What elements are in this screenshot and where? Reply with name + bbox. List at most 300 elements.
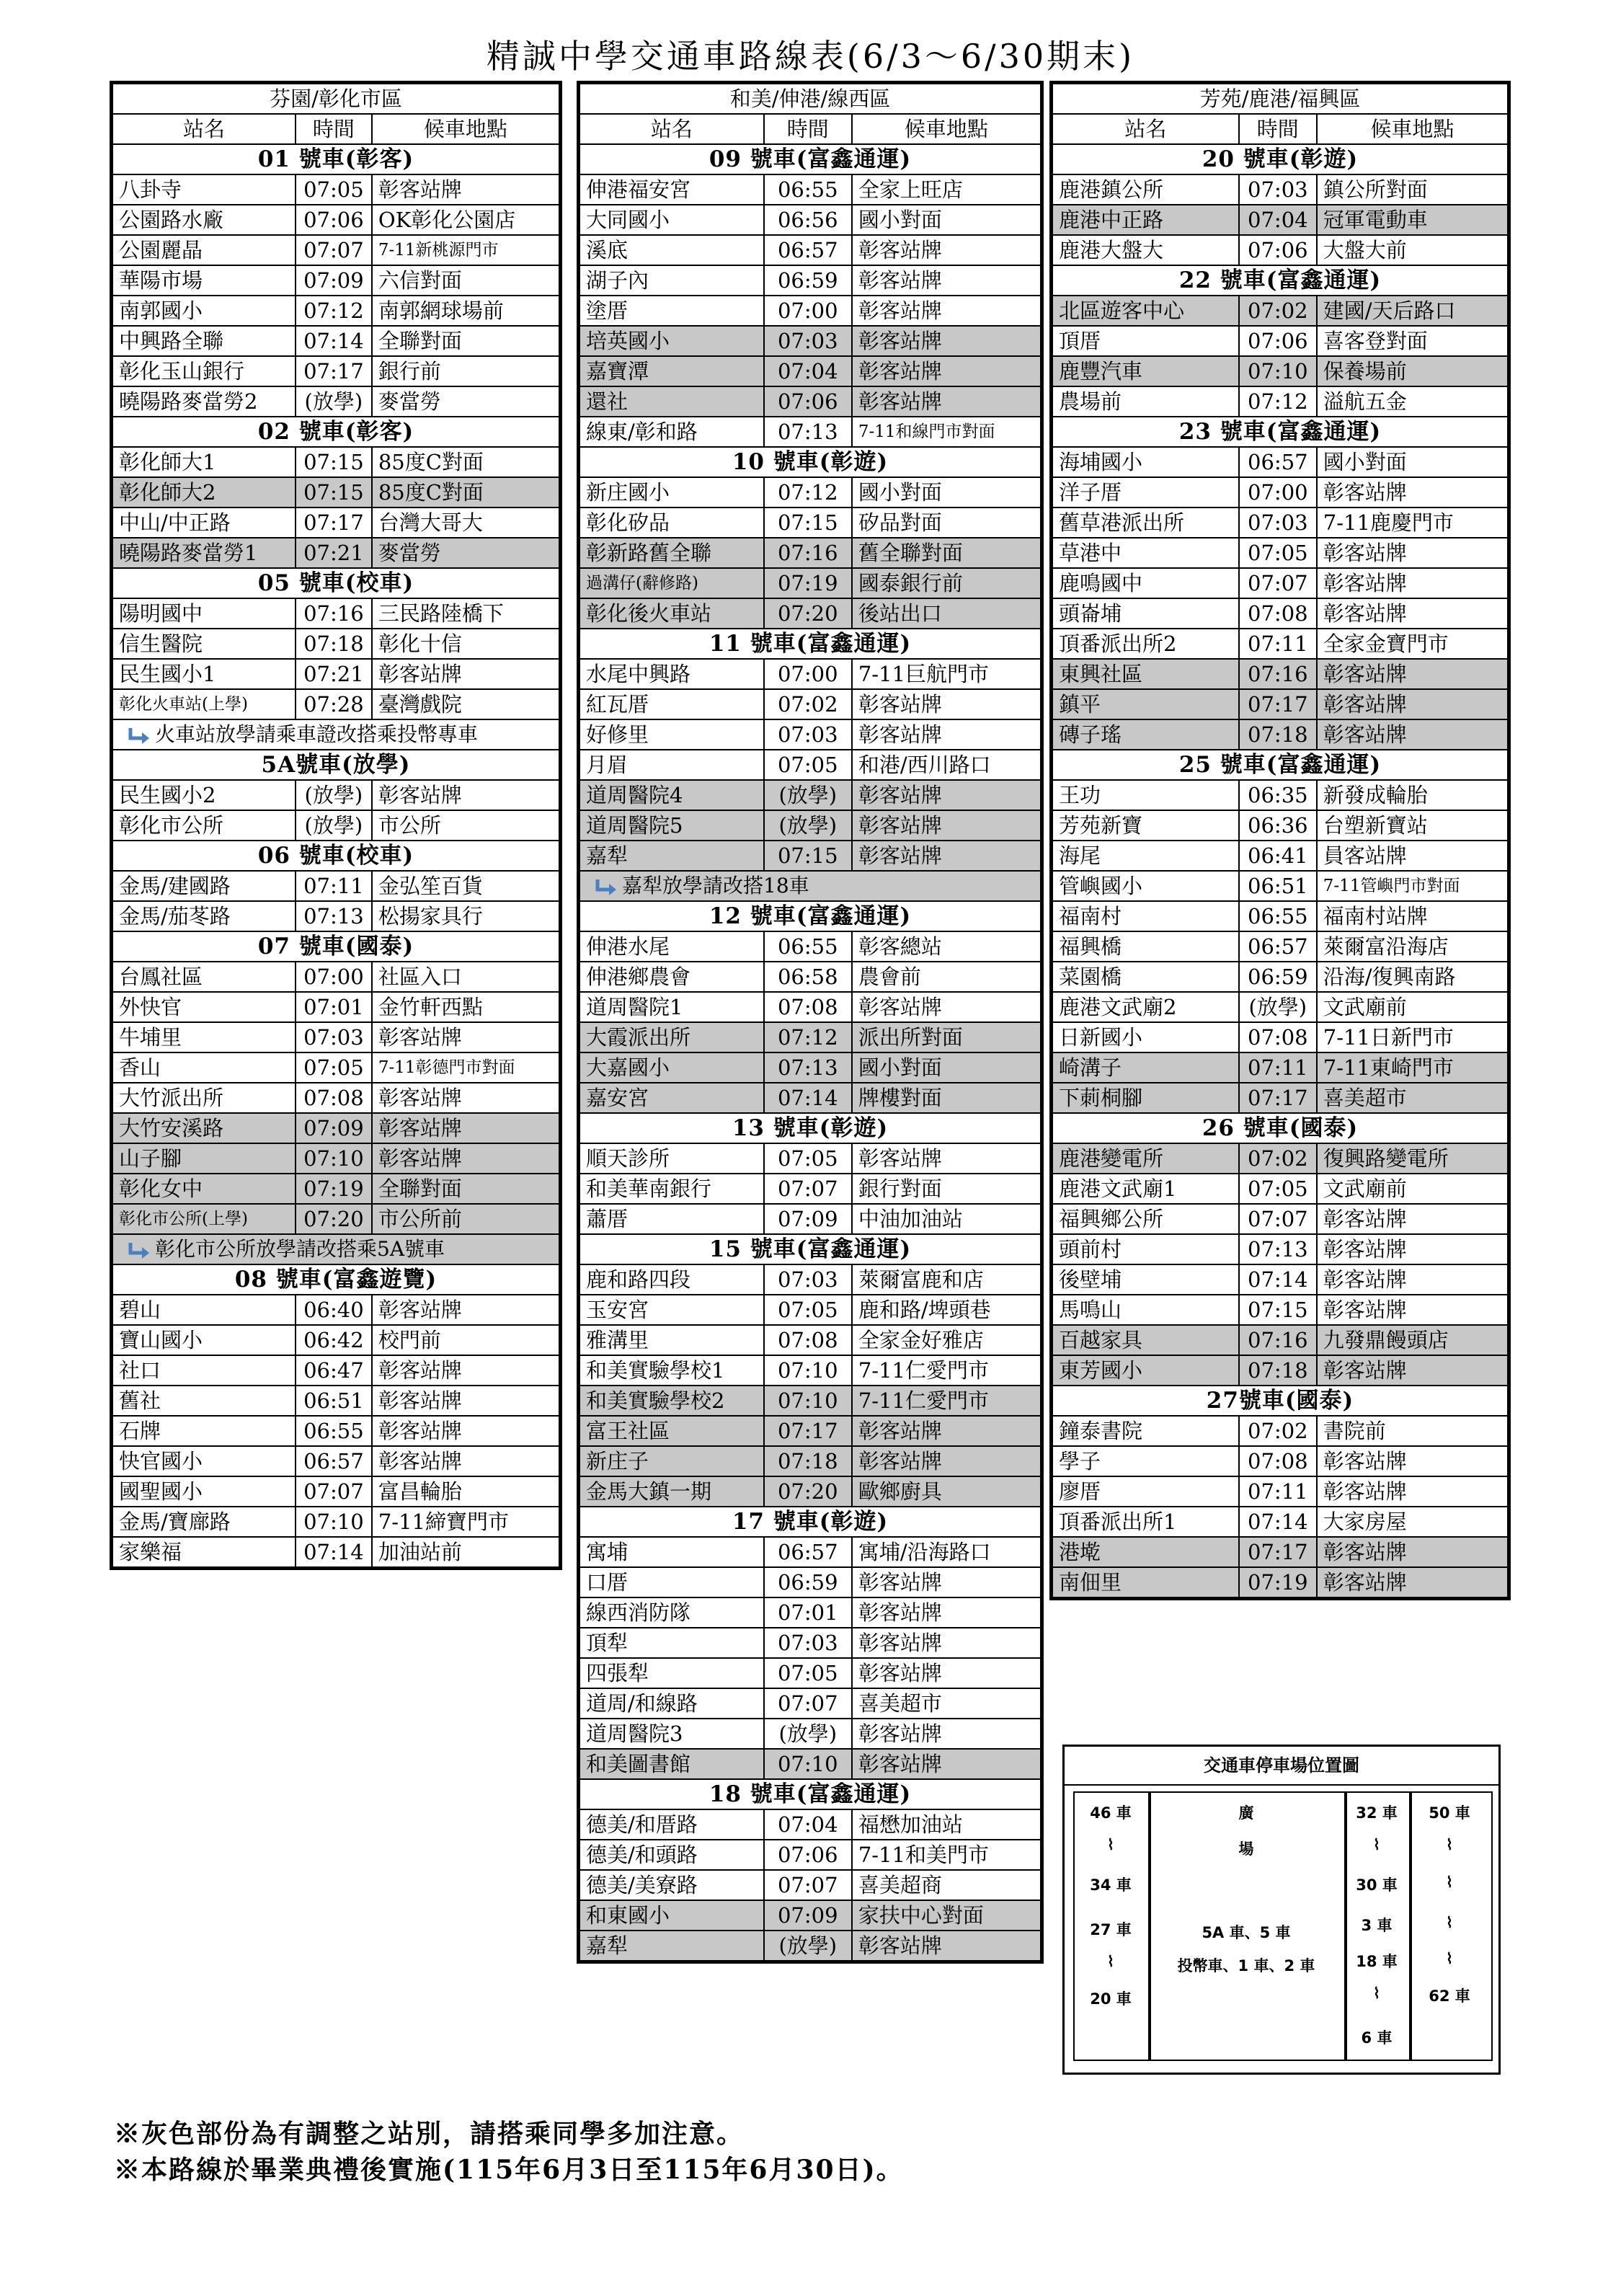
stop-station: 伸港福安宮 <box>579 174 764 205</box>
stop-time: 07:03 <box>296 1022 372 1052</box>
stop-location: 文武廟前 <box>1317 1174 1509 1204</box>
stop-row <box>579 1900 1042 1931</box>
stop-station: 彰新路舊全聯 <box>579 538 764 568</box>
stop-location: 彰客站牌 <box>1317 1567 1509 1599</box>
route-table-fangyuan-lukang <box>1049 81 1511 1600</box>
stop-time: 06:51 <box>296 1386 372 1416</box>
stop-row <box>112 1295 561 1325</box>
stop-time: (放學) <box>296 386 372 417</box>
stop-row <box>112 235 561 265</box>
stop-time: 07:11 <box>1239 1476 1317 1507</box>
stop-location: 彰客站牌 <box>852 265 1042 296</box>
stop-location: 彰客站牌 <box>852 1719 1042 1749</box>
stop-station: 和美實驗學校1 <box>579 1355 764 1386</box>
stop-station: 民生國小1 <box>112 659 296 689</box>
stop-location: 台塑新寶站 <box>1317 810 1509 841</box>
stop-location: 松揚家具行 <box>372 901 561 931</box>
bus-header-row <box>579 629 1042 659</box>
stop-station: 八卦寺 <box>112 174 296 205</box>
stop-location: 彰客站牌 <box>852 326 1042 356</box>
stop-station: 管嶼國小 <box>1052 871 1239 901</box>
stop-row <box>1052 1264 1509 1295</box>
stop-row <box>1052 447 1509 477</box>
parking-map-body <box>1073 1791 1490 2064</box>
stop-station: 農場前 <box>1052 386 1239 417</box>
bus-number: 07 號車(國泰) <box>112 931 561 962</box>
stop-station: 後壁埔 <box>1052 1264 1239 1295</box>
stop-time: 07:04 <box>764 1809 852 1840</box>
stop-time: 07:09 <box>764 1204 852 1234</box>
stop-station: 和東國小 <box>579 1900 764 1931</box>
stop-location: 7-11仁愛門市 <box>852 1386 1042 1416</box>
stop-row <box>112 1052 561 1083</box>
parking-label: ⌇ <box>1445 1836 1454 1853</box>
stop-row <box>1052 356 1509 386</box>
stop-row <box>112 659 561 689</box>
stop-station: 南郭國小 <box>112 296 296 326</box>
stop-row <box>1052 1355 1509 1386</box>
stop-station: 福興鄉公所 <box>1052 1204 1239 1234</box>
bus-header-row <box>1052 144 1509 174</box>
stop-location: 彰客總站 <box>852 931 1042 962</box>
stop-time: 07:19 <box>764 568 852 598</box>
stop-row <box>579 810 1042 841</box>
stop-location: 中油加油站 <box>852 1204 1042 1234</box>
bus-number: 15 號車(富鑫通運) <box>579 1234 1042 1264</box>
stop-station: 港墘 <box>1052 1537 1239 1567</box>
stop-row <box>579 205 1042 235</box>
stop-location: 舊全聯對面 <box>852 538 1042 568</box>
stop-row <box>1052 689 1509 719</box>
stop-row <box>112 386 561 417</box>
stop-row <box>579 386 1042 417</box>
parking-map <box>1062 1745 1501 2075</box>
region-header-row <box>1052 83 1509 115</box>
stop-row <box>112 174 561 205</box>
stop-time: 07:20 <box>764 598 852 629</box>
stop-location: 7-11鹿慶門市 <box>1317 507 1509 538</box>
stop-station: 石牌 <box>112 1416 296 1446</box>
route-note <box>579 871 1042 901</box>
bus-header-row <box>579 1113 1042 1143</box>
stop-location: 福南村站牌 <box>1317 901 1509 931</box>
stop-time: 07:09 <box>296 1113 372 1143</box>
stop-row <box>579 1204 1042 1234</box>
stop-station: 馬鳴山 <box>1052 1295 1239 1325</box>
stop-station: 崎溝子 <box>1052 1052 1239 1083</box>
parking-label: 20 車 <box>1090 1990 1132 2008</box>
stop-station: 玉安宮 <box>579 1295 764 1325</box>
stop-location: 社區入口 <box>372 962 561 992</box>
stop-row <box>579 356 1042 386</box>
parking-map-title: 交通車停車場位置圖 <box>1065 1747 1498 1786</box>
region-name: 和美/伸港/線西區 <box>579 83 1042 115</box>
stop-row <box>112 1476 561 1507</box>
stop-row <box>579 689 1042 719</box>
stop-station: 和美華南銀行 <box>579 1174 764 1204</box>
footer-note-2: ※本路線於畢業典禮後實施(115年6月3日至115年6月30日)。 <box>114 2155 904 2185</box>
stop-row <box>1052 629 1509 659</box>
stop-station: 日新國小 <box>1052 1022 1239 1052</box>
stop-station: 富王社區 <box>579 1416 764 1446</box>
stop-row <box>112 447 561 477</box>
stop-location: 全聯對面 <box>372 1174 561 1204</box>
center-parking-label: 投幣車、1 車、2 車 <box>1177 1957 1315 1974</box>
stop-station: 湖子內 <box>579 265 764 296</box>
stop-time: 07:05 <box>296 1052 372 1083</box>
stop-location: 全聯對面 <box>372 326 561 356</box>
route-note-row <box>112 1234 561 1264</box>
stop-station: 碧山 <box>112 1295 296 1325</box>
parking-label: 3 車 <box>1361 1917 1393 1934</box>
stop-location: 銀行對面 <box>852 1174 1042 1204</box>
stop-time: 07:11 <box>1239 629 1317 659</box>
bus-number: 5A號車(放學) <box>112 750 561 780</box>
stop-station: 陽明國中 <box>112 598 296 629</box>
stop-time: 07:18 <box>764 1446 852 1476</box>
stop-station: 道周醫院5 <box>579 810 764 841</box>
bus-header-row <box>579 901 1042 931</box>
stop-location: 福懋加油站 <box>852 1809 1042 1840</box>
stop-location: 校門前 <box>372 1325 561 1355</box>
stop-station: 彰化市公所 <box>112 810 296 841</box>
stop-station: 磚子瑤 <box>1052 719 1239 750</box>
bus-number: 27號車(國泰) <box>1052 1386 1509 1416</box>
stop-location: 新發成輪胎 <box>1317 780 1509 810</box>
stop-location: 彰客站牌 <box>372 1355 561 1386</box>
stop-location: 7-11彰德門市對面 <box>372 1052 561 1083</box>
stop-location: 國泰銀行前 <box>852 568 1042 598</box>
stop-time: 07:19 <box>1239 1567 1317 1599</box>
stop-time: 07:08 <box>1239 1446 1317 1476</box>
bus-header-row <box>112 144 561 174</box>
stop-row <box>1052 477 1509 507</box>
stop-station: 南佃里 <box>1052 1567 1239 1599</box>
stop-row <box>1052 386 1509 417</box>
stop-row <box>1052 296 1509 326</box>
stop-time: 07:05 <box>764 1658 852 1688</box>
stop-time: 07:05 <box>1239 1174 1317 1204</box>
stop-time: 07:05 <box>764 750 852 780</box>
stop-time: 06:42 <box>296 1325 372 1355</box>
stop-location: 萊爾富沿海店 <box>1317 931 1509 962</box>
stop-station: 寓埔 <box>579 1537 764 1567</box>
stop-row <box>579 417 1042 447</box>
stop-station: 公園路水廠 <box>112 205 296 235</box>
route-note <box>112 1234 561 1264</box>
stop-row <box>1052 598 1509 629</box>
stop-station: 洋子厝 <box>1052 477 1239 507</box>
stop-station: 過溝仔(辭修路) <box>579 568 764 598</box>
stop-time: 07:07 <box>1239 568 1317 598</box>
parking-label: ⌇ <box>1372 1985 1381 2002</box>
stop-station: 芳苑新寶 <box>1052 810 1239 841</box>
stop-row <box>1052 1416 1509 1446</box>
stop-row <box>579 507 1042 538</box>
stop-station: 好修里 <box>579 719 764 750</box>
stop-station: 彰化師大2 <box>112 477 296 507</box>
stop-station: 大霞派出所 <box>579 1022 764 1052</box>
stop-row <box>579 265 1042 296</box>
stop-time: 07:13 <box>764 1052 852 1083</box>
stop-location: 市公所前 <box>372 1204 561 1234</box>
stop-station: 下莿桐腳 <box>1052 1083 1239 1113</box>
stop-location: 鹿和路/埤頭巷 <box>852 1295 1042 1325</box>
stop-location: 台灣大哥大 <box>372 507 561 538</box>
stop-time: 07:11 <box>296 871 372 901</box>
bus-number: 01 號車(彰客) <box>112 144 561 174</box>
stop-time: 07:07 <box>764 1688 852 1719</box>
stop-time: 07:04 <box>1239 205 1317 235</box>
parking-label: 34 車 <box>1090 1876 1132 1894</box>
stop-location: 彰客站牌 <box>852 1143 1042 1174</box>
stop-time: (放學) <box>1239 992 1317 1022</box>
stop-location: 7-11仁愛門市 <box>852 1355 1042 1386</box>
stop-time: 07:16 <box>1239 1325 1317 1355</box>
stop-station: 道周醫院3 <box>579 1719 764 1749</box>
turn-arrow-icon <box>595 878 619 897</box>
stop-row <box>112 1416 561 1446</box>
stop-location: 彰客站牌 <box>1317 1295 1509 1325</box>
stop-location: 彰客站牌 <box>1317 1204 1509 1234</box>
stop-time: 06:55 <box>764 931 852 962</box>
stop-location: 彰客站牌 <box>852 689 1042 719</box>
stop-location: 書院前 <box>1317 1416 1509 1446</box>
stop-time: 07:06 <box>1239 235 1317 265</box>
stop-row <box>579 477 1042 507</box>
route-note-text: 彰化市公所放學請改搭乘5A號車 <box>155 1237 445 1261</box>
stop-location: 全家金好雅店 <box>852 1325 1042 1355</box>
stop-row <box>112 356 561 386</box>
stop-station: 民生國小2 <box>112 780 296 810</box>
stop-time: 06:40 <box>296 1295 372 1325</box>
stop-location: 大盤大前 <box>1317 235 1509 265</box>
bus-number: 08 號車(富鑫遊覽) <box>112 1264 561 1295</box>
stop-row <box>1052 719 1509 750</box>
stop-time: 06:55 <box>764 174 852 205</box>
stop-station: 鹿港鎮公所 <box>1052 174 1239 205</box>
stop-location: 國小對面 <box>852 205 1042 235</box>
stop-location: 和港/西川路口 <box>852 750 1042 780</box>
stop-station: 舊社 <box>112 1386 296 1416</box>
stop-row <box>579 719 1042 750</box>
stop-time: 07:02 <box>1239 1143 1317 1174</box>
stop-station: 溪底 <box>579 235 764 265</box>
stop-time: 07:15 <box>764 507 852 538</box>
stop-time: 07:14 <box>1239 1507 1317 1537</box>
stop-time: 07:12 <box>1239 386 1317 417</box>
stop-row <box>579 568 1042 598</box>
stop-time: 07:28 <box>296 689 372 719</box>
stop-time: 06:58 <box>764 962 852 992</box>
route-table-hemei-shengang <box>577 81 1044 1964</box>
stop-location: 7-11和線門市對面 <box>852 417 1042 447</box>
stop-time: 07:02 <box>1239 1416 1317 1446</box>
stop-row <box>1052 205 1509 235</box>
stop-row <box>1052 659 1509 689</box>
stop-row <box>579 962 1042 992</box>
stop-station: 四張犁 <box>579 1658 764 1688</box>
stop-time: 07:00 <box>296 962 372 992</box>
stop-row <box>112 992 561 1022</box>
stop-location: 彰客站牌 <box>852 1628 1042 1658</box>
stop-row <box>112 1507 561 1537</box>
bus-header-row <box>112 931 561 962</box>
stop-station: 金馬/寶廍路 <box>112 1507 296 1537</box>
stop-station: 社口 <box>112 1355 296 1386</box>
route-note-row <box>112 719 561 750</box>
bus-header-row <box>112 750 561 780</box>
stop-row <box>579 1931 1042 1962</box>
stop-row <box>1052 1083 1509 1113</box>
bus-number: 20 號車(彰遊) <box>1052 144 1509 174</box>
plaza-label: 廣 <box>1238 1804 1254 1822</box>
stop-station: 線西消防隊 <box>579 1597 764 1628</box>
stop-location: 彰客站牌 <box>852 1446 1042 1476</box>
stop-row <box>112 1174 561 1204</box>
stop-location: 喜美超市 <box>852 1688 1042 1719</box>
stop-station: 鹿港文武廟2 <box>1052 992 1239 1022</box>
stop-station: 學子 <box>1052 1446 1239 1476</box>
stop-location: 三民路陸橋下 <box>372 598 561 629</box>
stop-time: 07:17 <box>764 1416 852 1446</box>
stop-time: 07:08 <box>1239 598 1317 629</box>
stop-time: (放學) <box>296 810 372 841</box>
stop-time: 07:09 <box>764 1900 852 1931</box>
header-stop: 候車地點 <box>1317 114 1509 144</box>
stop-station: 道周醫院1 <box>579 992 764 1022</box>
stop-time: 07:14 <box>764 1083 852 1113</box>
stop-location: 彰客站牌 <box>372 780 561 810</box>
bus-number: 26 號車(國泰) <box>1052 1113 1509 1143</box>
stop-time: 06:55 <box>1239 901 1317 931</box>
bus-header-row <box>1052 1113 1509 1143</box>
header-stop: 候車地點 <box>852 114 1042 144</box>
region-header-row <box>112 83 561 115</box>
stop-location: 彰客站牌 <box>852 841 1042 871</box>
stop-station: 道周/和線路 <box>579 1688 764 1719</box>
stop-time: 07:10 <box>764 1749 852 1779</box>
stop-time: 07:06 <box>1239 326 1317 356</box>
stop-location: 彰客站牌 <box>852 719 1042 750</box>
header-time: 時間 <box>1239 114 1317 144</box>
stop-time: 07:07 <box>1239 1204 1317 1234</box>
stop-location: 萊爾富鹿和店 <box>852 1264 1042 1295</box>
stop-station: 鐘泰書院 <box>1052 1416 1239 1446</box>
stop-station: 鹿鳴國中 <box>1052 568 1239 598</box>
stop-location: 彰客站牌 <box>1317 598 1509 629</box>
stop-row <box>579 1083 1042 1113</box>
bus-number: 25 號車(富鑫通運) <box>1052 750 1509 780</box>
route-table-fenyuan-changhua <box>110 81 562 1570</box>
stop-time: 07:07 <box>296 235 372 265</box>
center-parking-label: 5A 車、5 車 <box>1202 1924 1291 1941</box>
stop-time: 07:08 <box>764 1325 852 1355</box>
bus-number: 10 號車(彰遊) <box>579 447 1042 477</box>
stop-station: 寶山國小 <box>112 1325 296 1355</box>
stop-location: 彰客站牌 <box>852 356 1042 386</box>
stop-time: 06:56 <box>764 205 852 235</box>
plaza-label: 場 <box>1238 1840 1254 1858</box>
stop-location: 彰客站牌 <box>372 1022 561 1052</box>
parking-label: ⌇ <box>1445 1950 1454 1967</box>
bus-header-row <box>579 1779 1042 1809</box>
stop-time: 07:16 <box>1239 659 1317 689</box>
stop-location: 彰客站牌 <box>852 1749 1042 1779</box>
stop-station: 嘉犁 <box>579 841 764 871</box>
stop-row <box>1052 1143 1509 1174</box>
stop-row <box>1052 1507 1509 1537</box>
stop-location: 85度C對面 <box>372 477 561 507</box>
stop-time: 07:06 <box>296 205 372 235</box>
stop-time: 07:03 <box>764 1628 852 1658</box>
header-time: 時間 <box>296 114 372 144</box>
stop-station: 頭崙埔 <box>1052 598 1239 629</box>
stop-location: 彰客站牌 <box>1317 1234 1509 1264</box>
stop-station: 蕭厝 <box>579 1204 764 1234</box>
stop-row <box>579 931 1042 962</box>
stop-location: 喜美超商 <box>852 1870 1042 1900</box>
header-stop: 候車地點 <box>372 114 561 144</box>
stop-location: 彰客站牌 <box>852 1567 1042 1597</box>
bus-header-row <box>579 1507 1042 1537</box>
stop-time: (放學) <box>296 780 372 810</box>
stop-station: 菜園橋 <box>1052 962 1239 992</box>
stop-location: 彰客站牌 <box>1317 719 1509 750</box>
stop-time: 07:10 <box>296 1507 372 1537</box>
bus-number: 13 號車(彰遊) <box>579 1113 1042 1143</box>
bus-header-row <box>1052 417 1509 447</box>
stop-row <box>579 1628 1042 1658</box>
stop-row <box>112 1204 561 1234</box>
stop-time: 07:12 <box>296 296 372 326</box>
stop-time: 07:10 <box>296 1143 372 1174</box>
stop-row <box>1052 235 1509 265</box>
stop-station: 王功 <box>1052 780 1239 810</box>
stop-station: 家樂福 <box>112 1537 296 1569</box>
stop-station: 廖厝 <box>1052 1476 1239 1507</box>
stop-row <box>579 1809 1042 1840</box>
parking-label: ⌇ <box>1372 1836 1381 1853</box>
stop-station: 山子腳 <box>112 1143 296 1174</box>
stop-station: 塗厝 <box>579 296 764 326</box>
stop-location: 7-11和美門市 <box>852 1840 1042 1870</box>
stop-row <box>112 326 561 356</box>
route-note-text: 嘉犁放學請改搭18車 <box>622 874 809 897</box>
stop-station: 和美實驗學校2 <box>579 1386 764 1416</box>
stop-station: 東興社區 <box>1052 659 1239 689</box>
stop-station: 香山 <box>112 1052 296 1083</box>
stop-row <box>1052 841 1509 871</box>
bus-header-row <box>1052 750 1509 780</box>
stop-station: 鎮平 <box>1052 689 1239 719</box>
stop-row <box>579 1567 1042 1597</box>
stop-time: 07:03 <box>764 719 852 750</box>
stop-time: 07:07 <box>764 1870 852 1900</box>
stop-row <box>1052 1234 1509 1264</box>
stop-station: 嘉安宮 <box>579 1083 764 1113</box>
stop-row <box>112 1325 561 1355</box>
stop-row <box>112 507 561 538</box>
stop-station: 水尾中興路 <box>579 659 764 689</box>
stop-location: 喜美超市 <box>1317 1083 1509 1113</box>
stop-station: 嘉犁 <box>579 1931 764 1962</box>
stop-row <box>1052 1537 1509 1567</box>
stop-time: 07:21 <box>296 659 372 689</box>
stop-time: 07:02 <box>764 689 852 719</box>
bus-number: 22 號車(富鑫通運) <box>1052 265 1509 296</box>
stop-row <box>579 598 1042 629</box>
